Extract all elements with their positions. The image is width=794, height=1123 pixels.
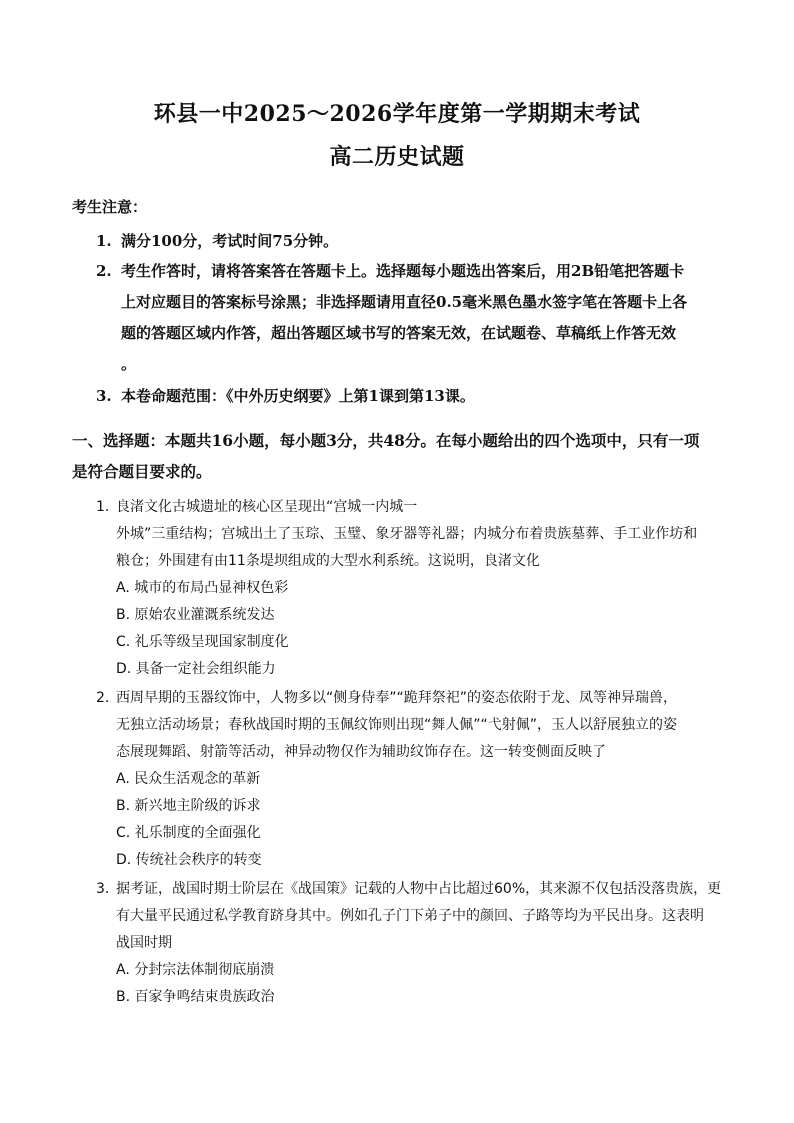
exam-subtitle: 高二历史试题	[329, 144, 465, 170]
section-heading-line: 一、选择题：本题共16小题，每小题3分，共48分。在每小题给出的四个选项中，只有一项	[72, 431, 700, 450]
question-stem-line: 外城”三重结构；宫城出土了玉琮、玉璧、象牙器等礼器；内城分布着贵族墓葬、手工业作坊和	[116, 526, 698, 542]
notice-item	[96, 381, 726, 412]
question-stem-line: 战国时期	[116, 935, 172, 951]
answer-option: A. 分封宗法体制彻底崩溃	[116, 962, 275, 978]
notice-label: 考生注意：	[72, 198, 148, 216]
answer-option: D. 传统社会秩序的转变	[116, 852, 262, 868]
notice-item-text: 满分100分，考试时间75分钟。	[121, 232, 339, 250]
question	[96, 685, 722, 874]
exam-title: 环县一中2025～2026学年度第一学期期末考试	[153, 101, 641, 127]
answer-option: C. 礼乐制度的全面强化	[116, 825, 261, 841]
answer-option: A. 民众生活观念的革新	[116, 771, 261, 787]
question-number: 2.	[96, 690, 110, 706]
notice-item-text: 考生作答时，请将答案答在答题卡上。选择题每小题选出答案后，用2B铅笔把答题卡	[121, 262, 685, 280]
answer-option: B. 原始农业灌溉系统发达	[116, 607, 275, 623]
section-heading-line: 是符合题目要求的。	[72, 462, 212, 481]
notice-item	[96, 226, 726, 257]
answer-option: A. 城市的布局凸显神权色彩	[116, 580, 289, 596]
question-number: 3.	[96, 881, 110, 897]
question-stem-line: 西周早期的玉器纹饰中，人物多以“侧身侍奉”“跪拜祭祀”的姿态依附于龙、凤等神异瑞兽，	[116, 690, 678, 706]
answer-option: D. 具备一定社会组织能力	[116, 661, 276, 677]
notice-item	[96, 256, 726, 380]
answer-option: B. 百家争鸣结束贵族政治	[116, 989, 275, 1005]
notice-item-text: 题的答题区域内作答，超出答题区域书写的答案无效，在试题卷、草稿纸上作答无效	[121, 324, 677, 342]
question	[96, 876, 722, 1011]
notice-item-text: 上对应题目的答案标号涂黑；非选择题请用直径0.5毫米黑色墨水签字笔在答题卡上各	[121, 293, 688, 311]
answer-option: C. 礼乐等级呈现国家制度化	[116, 634, 289, 650]
notice-item-number: 2.	[96, 262, 112, 280]
notice-item-number: 3.	[96, 387, 112, 405]
section-heading	[72, 425, 722, 487]
notice-item-text: 本卷命题范围：《中外历史纲要》上第1课到第13课。	[121, 387, 475, 405]
question-number: 1.	[96, 499, 110, 515]
notice-item-number: 1.	[96, 232, 112, 250]
question	[96, 494, 722, 683]
question-stem-line: 态展现舞蹈、射箭等活动，神异动物仅作为辅助纹饰存在。这一转变侧面反映了	[116, 744, 606, 760]
question-stem-line: 有大量平民通过私学教育跻身其中。例如孔子门下弟子中的颜回、子路等均为平民出身。这表明	[116, 908, 704, 924]
question-stem-line: 粮仓；外围建有由11条堤坝组成的大型水利系统。这说明，良渚文化	[116, 553, 540, 569]
question-stem-line: 无独立活动场景；春秋战国时期的玉佩纹饰则出现“舞人佩”“弋射佩”，玉人以舒展独立的姿	[116, 717, 678, 733]
question-stem-line: 良渚文化古城遗址的核心区呈现出“宫城一内城一	[116, 499, 418, 515]
answer-option: B. 新兴地主阶级的诉求	[116, 798, 261, 814]
question-stem-line: 据考证，战国时期士阶层在《战国策》记载的人物中占比超过60%，其来源不仅包括没落贵族，更	[116, 881, 722, 897]
notice-item-text: 。	[121, 355, 137, 373]
